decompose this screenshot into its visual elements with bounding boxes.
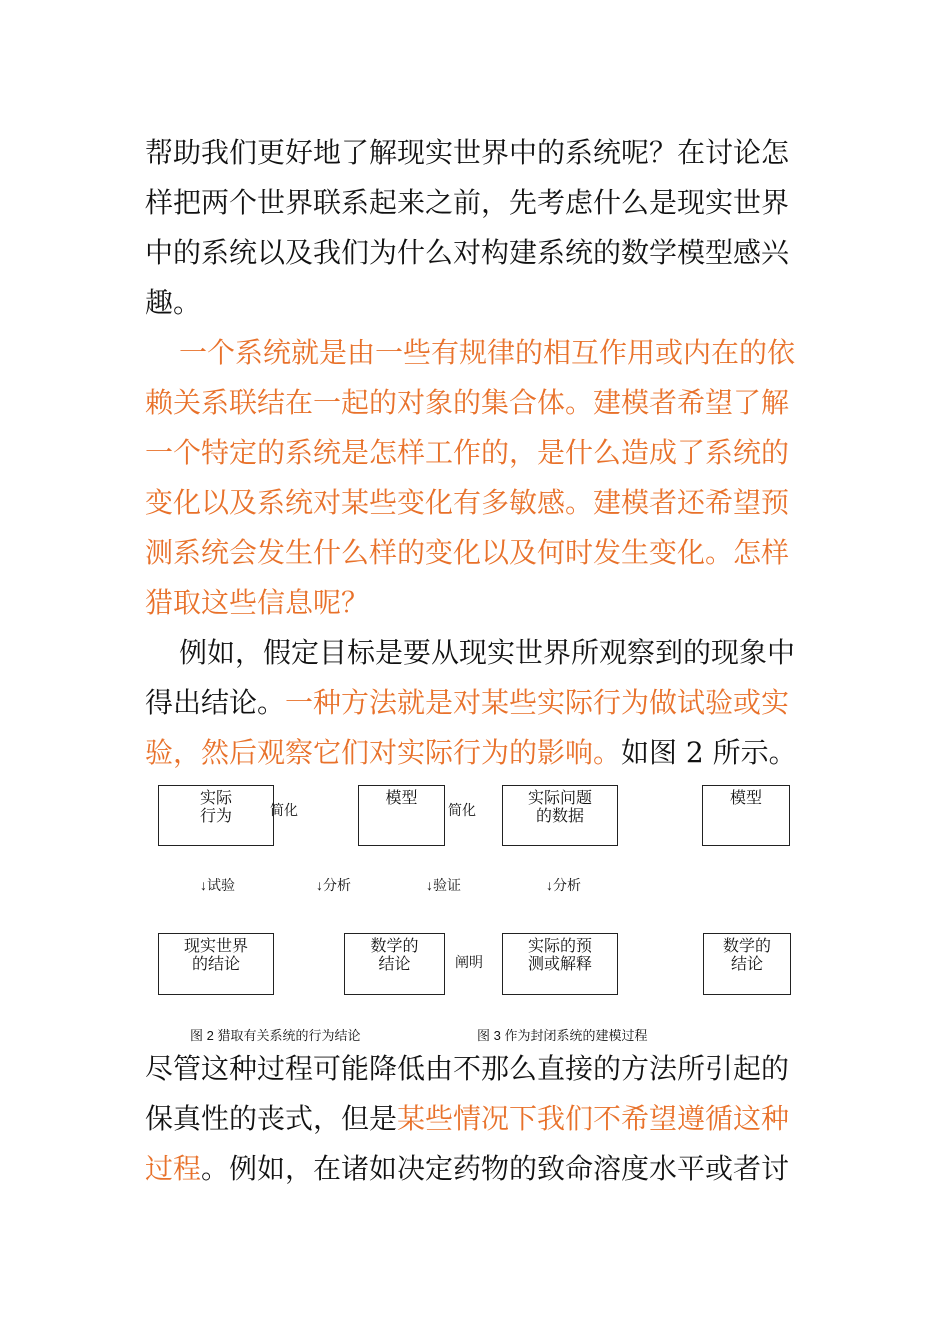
fig2-analyze-label: ↓分析 bbox=[316, 877, 351, 893]
fig2-box-line: 的结论 bbox=[191, 956, 240, 973]
paragraph-4-part-c: 。例如，在诸如决定药物的致命溶度水平或者讨 bbox=[201, 1152, 790, 1185]
fig3-box-line: 实际问题 bbox=[527, 790, 592, 807]
fig2-simplify-label: 简化 bbox=[270, 802, 298, 818]
paragraph-3-highlight: 一种方法就是对某些实际行为做试验或实验，然后观察它们对实际行为的影响。 bbox=[145, 686, 790, 769]
fig3-box-line: 的数据 bbox=[535, 808, 584, 825]
fig2-box-real-conclusion bbox=[158, 933, 274, 995]
fig3-box-model bbox=[702, 785, 790, 846]
fig2-box-line: 现实世界 bbox=[183, 938, 248, 955]
paragraph-3-text bbox=[145, 628, 810, 778]
fig3-verify-label: ↓验证 bbox=[426, 877, 461, 893]
paragraph-4-highlight: 某些情况下我们不希望遵循这种过程 bbox=[145, 1102, 790, 1185]
fig2-caption: 图 2 猎取有关系统的行为结论 bbox=[190, 1028, 361, 1043]
paragraph-2 bbox=[145, 328, 810, 628]
fig2-experiment-label: ↓试验 bbox=[200, 877, 235, 893]
paragraph-2-text: 一个系统就是由一些有规律的相互作用或内在的依赖关系联结在一起的对象的集合体。建模者希望了解一个特定的系统是怎样工作的，是什么造成了系统的变化以及系统对某些变化有多敏感。建模者还希望预测系统会发生什么样的变化以及何时发生变化。怎样猎取这些信息呢？ bbox=[145, 336, 796, 619]
paragraph-4 bbox=[145, 1044, 810, 1194]
paragraph-4-text bbox=[145, 1044, 810, 1194]
paragraph-3-part-a: 例如，假定目标是要从现实世界所观察到的现象中得出结论。 bbox=[145, 636, 796, 719]
fig3-box-line: 结论 bbox=[730, 956, 763, 973]
fig3-box-line: 实际的预 bbox=[527, 938, 592, 955]
paragraph-1 bbox=[145, 128, 810, 328]
paragraph-3 bbox=[145, 628, 810, 778]
fig3-box-prediction bbox=[502, 933, 618, 995]
fig2-box-model bbox=[358, 785, 445, 846]
fig2-box-math-conclusion bbox=[344, 933, 445, 995]
fig2-box-line: 结论 bbox=[378, 956, 411, 973]
fig3-box-line: 数学的 bbox=[722, 938, 771, 955]
fig3-box-data bbox=[502, 785, 618, 846]
fig2-box-line: 行为 bbox=[199, 808, 232, 825]
fig3-explain-label: 阐明 bbox=[455, 954, 483, 970]
paragraph-3-part-c: 如图 2 所示。 bbox=[621, 736, 797, 769]
fig3-analyze-label: ↓分析 bbox=[546, 877, 581, 893]
fig3-box-line: 模型 bbox=[729, 790, 762, 807]
fig2-box-line: 数学的 bbox=[370, 938, 419, 955]
fig2-box-line: 模型 bbox=[385, 790, 418, 807]
fig2-box-actual-behavior bbox=[158, 785, 274, 846]
paragraph-1-text: 帮助我们更好地了解现实世界中的系统呢？在讨论怎样把两个世界联系起来之前，先考虑什么是现实世界中的系统以及我们为什么对构建系统的数学模型感兴趣。 bbox=[145, 136, 790, 319]
fig3-box-math-conclusion bbox=[703, 933, 791, 995]
fig3-box-line: 测或解释 bbox=[527, 956, 592, 973]
fig2-box-line: 实际 bbox=[199, 790, 232, 807]
fig3-caption: 图 3 作为封闭系统的建模过程 bbox=[477, 1028, 648, 1043]
fig3-simplify-label: 简化 bbox=[448, 802, 476, 818]
paragraph-4-part-a: 尽管这种过程可能降低由不那么直接的方法所引起的保真性的丧式，但是 bbox=[145, 1052, 790, 1135]
